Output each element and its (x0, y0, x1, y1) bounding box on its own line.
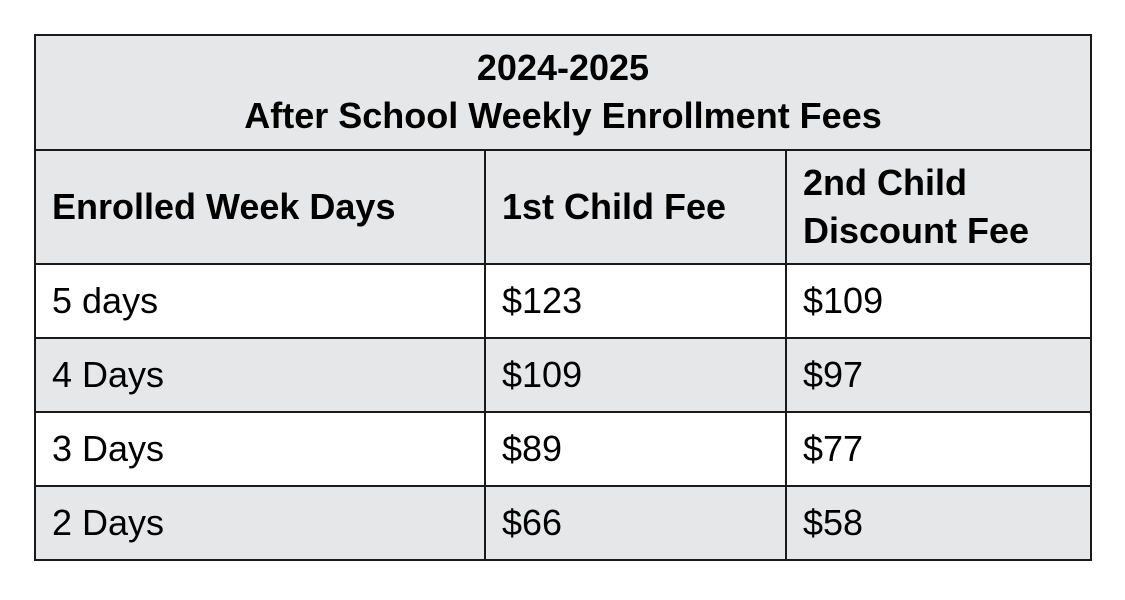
header-enrolled-week-days: Enrolled Week Days (35, 150, 485, 265)
header-second-child-line2: Discount Fee (803, 209, 1030, 251)
header-second-child-line1: 2nd Child (803, 161, 967, 203)
column-header-row (35, 150, 1091, 265)
cell-days: 5 days (35, 264, 485, 338)
title-text: After School Weekly Enrollment Fees (244, 95, 882, 137)
enrollment-fee-table (34, 34, 1092, 561)
header-second-child-discount-fee (786, 150, 1091, 265)
cell-first-child-fee: $89 (485, 412, 786, 486)
title-year: 2024-2025 (476, 47, 650, 89)
cell-first-child-fee: $123 (485, 264, 786, 338)
cell-second-child-fee: $97 (786, 338, 1091, 412)
table-row (35, 412, 1091, 486)
cell-second-child-fee: $58 (786, 486, 1091, 560)
cell-second-child-fee: $109 (786, 264, 1091, 338)
table-row (35, 338, 1091, 412)
table-title (35, 35, 1091, 150)
cell-days: 3 Days (35, 412, 485, 486)
cell-days: 4 Days (35, 338, 485, 412)
cell-first-child-fee: $66 (485, 486, 786, 560)
cell-first-child-fee: $109 (485, 338, 786, 412)
cell-days: 2 Days (35, 486, 485, 560)
table-title-row (35, 35, 1091, 150)
table-row (35, 264, 1091, 338)
table-row (35, 486, 1091, 560)
header-first-child-fee: 1st Child Fee (485, 150, 786, 265)
cell-second-child-fee: $77 (786, 412, 1091, 486)
